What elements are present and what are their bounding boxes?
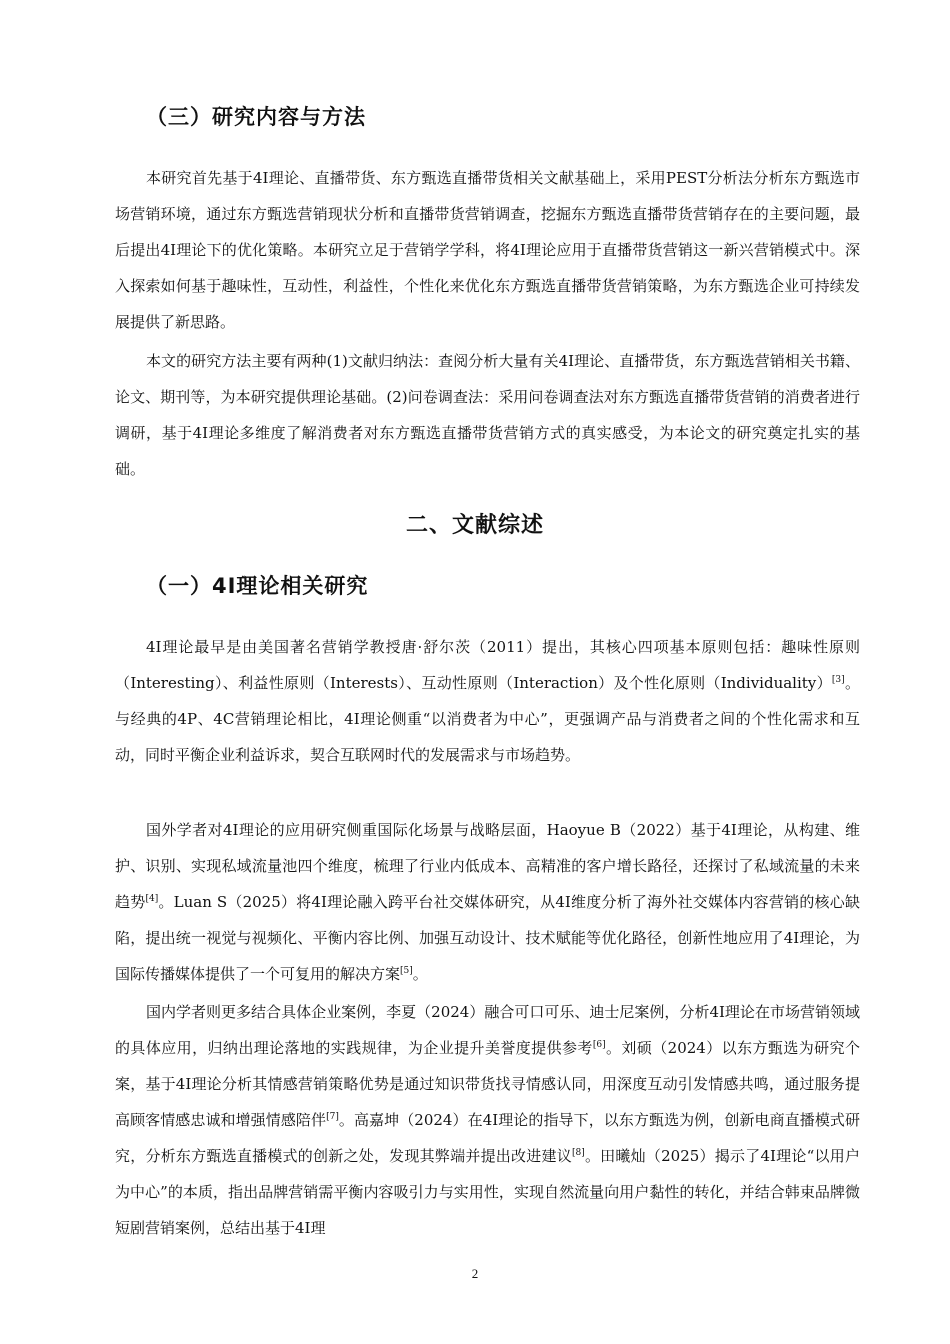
paragraph-research-content: 本研究首先基于4I理论、直播带货、东方甄选直播带货相关文献基础上，采用PEST分析法分析东方甄选市场营销环境，通过东方甄选营销现状分析和直播带货营销调查，挖掘东方甄选直播带货营销存在的主要问题，最后提出4I理论下的优化策略。本研究立足于营销学学科，将4I理论应用于直播带货营销这一新兴营销模式中。深入探索如何基于趣味性，互动性，利益性，个性化来优化东方甄选直播带货营销策略，为东方甄选企业可持续发展提供了新思路。 — [115, 169, 860, 331]
citation-ref: [7] — [326, 1112, 339, 1122]
section-heading-4i-theory: （一）4I理论相关研究 — [146, 574, 369, 598]
citation-ref: [5] — [400, 966, 413, 976]
section-heading-research-content: （三）研究内容与方法 — [146, 105, 366, 129]
paragraph-foreign-research — [115, 812, 860, 992]
paragraph-research-methods: 本文的研究方法主要有两种(1)文献归纳法：查阅分析大量有关4I理论、直播带货，东方甄选营销相关书籍、论文、期刊等，为本研究提供理论基础。(2)问卷调查法：采用问卷调查法对东方甄选直播带货营销的消费者进行调研，基于4I理论多维度了解消费者对东方甄选直播带货营销方式的真实感受，为本论文的研究奠定扎实的基础。 — [115, 352, 860, 478]
citation-ref: [4] — [145, 894, 159, 904]
text-segment: 。刘硕（2024）以东方甄选为研究个案，基于4I理论分析其情感营销策略优势是通过知识带货找寻情感认同，用深度互动引发情感共鸣，通过服务提高顾客情感忠诚和增强情感陪伴 — [115, 1039, 860, 1129]
chapter-heading-literature-review: 二、文献综述 — [405, 513, 544, 538]
text-segment: 国内学者则更多结合具体企业案例，李夏（2024）融合可口可乐、迪士尼案例，分析4I理论在市场营销领域的具体应用，归纳出理论落地的实践规律，为企业提升美誉度提供参考 — [115, 1003, 860, 1057]
citation-ref: [8] — [571, 1148, 585, 1158]
text-segment: 国外学者对4I理论的应用研究侧重国际化场景与战略层面，Haoyue B（2022）基于4I理论，从构建、维护、识别、实现私域流量池四个维度，梳理了行业内低成本、高精准的客户增长路径，还探讨了私域流量的未来趋势 — [115, 821, 860, 911]
citation-ref: [6] — [592, 1040, 606, 1050]
text-segment: 。高嘉坤（2024）在4I理论的指导下，以东方甄选为例，创新电商直播模式研究，分析东方甄选直播模式的创新之处，发现其弊端并提出改进建议 — [115, 1111, 860, 1165]
text-segment: 。 — [412, 965, 428, 983]
paragraph-4i-origin — [115, 629, 860, 773]
paragraph-domestic-research — [115, 994, 860, 1246]
text-segment: 4I理论最早是由美国著名营销学教授唐·舒尔茨（2011）提出，其核心四项基本原则包括：趣味性原则（Interesting）、利益性原则（Interests）、互动性原则（Interaction）及个性化原则（Individuality） — [115, 638, 860, 692]
text-segment: 。与经典的4P、4C营销理论相比，4I理论侧重“以消费者为中心”，更强调产品与消费者之间的个性化需求和互动，同时平衡企业利益诉求，契合互联网时代的发展需求与市场趋势。 — [115, 674, 860, 764]
page-number: 2 — [471, 1266, 479, 1281]
citation-ref: [3] — [831, 675, 845, 685]
text-segment: 。田曦灿（2025）揭示了4I理论“以用户为中心”的本质，指出品牌营销需平衡内容吸引力与实用性，实现自然流量向用户黏性的转化，并结合韩束品牌微短剧营销案例，总结出基于4I理 — [115, 1147, 860, 1237]
text-segment: 。Luan S（2025）将4I理论融入跨平台社交媒体研究，从4I维度分析了海外社交媒体内容营销的核心缺陷，提出统一视觉与视频化、平衡内容比例、加强互动设计、技术赋能等优化路径，创新性地应用了4I理论，为国际传播媒体提供了一个可复用的解决方案 — [115, 893, 860, 983]
